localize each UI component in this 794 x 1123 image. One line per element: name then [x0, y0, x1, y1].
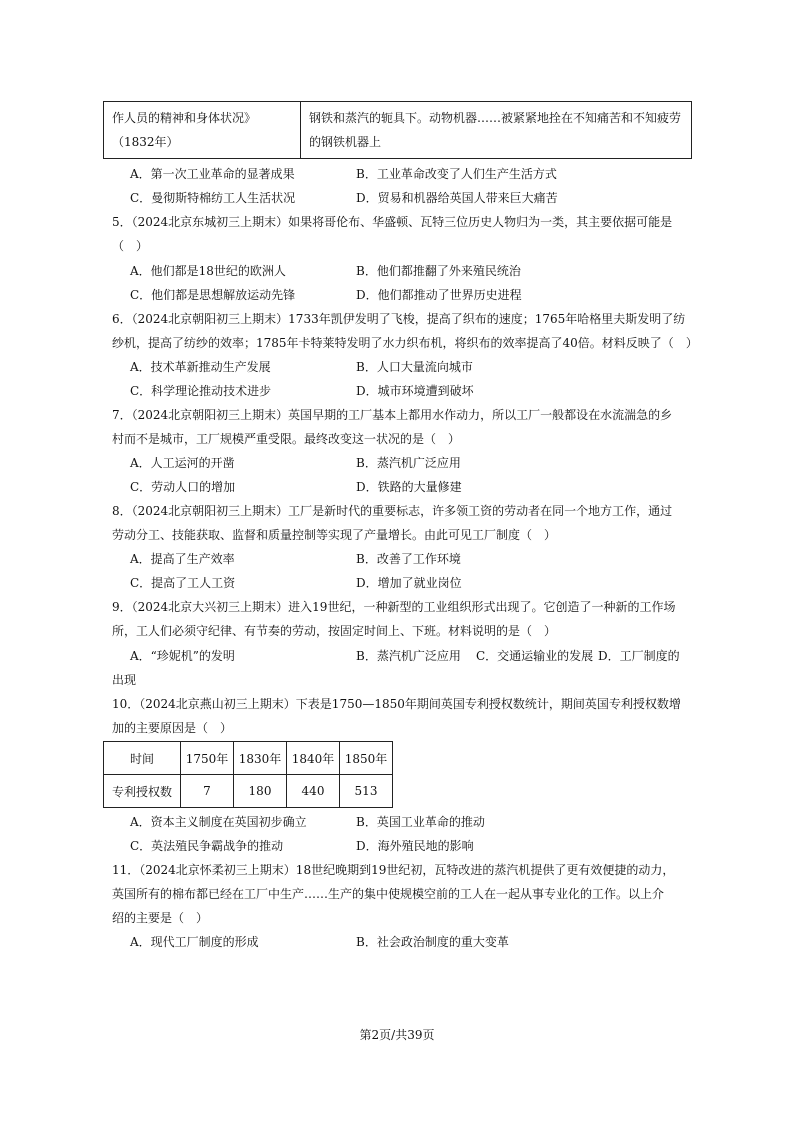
q10-option-a: A．资本主义制度在英国初步确立 [130, 815, 307, 829]
table-row [104, 775, 393, 808]
table-header-cell: 1840年 [287, 742, 340, 775]
q4-source-table [103, 101, 692, 159]
q8-option-c: C．提高了工人工资 [130, 576, 236, 590]
q5-option-a: A．他们都是18世纪的欧洲人 [130, 264, 286, 278]
q9-stem-line1: 9．（2024北京大兴初三上期末）进入19世纪，一种新型的工业组织形式出现了。它创造了一种新的工作场 [112, 600, 676, 614]
q10-patent-table [103, 741, 393, 808]
q7-stem-line1: 7．（2024北京朝阳初三上期末）英国早期的工厂基本上都用水作动力，所以工厂一般都设在水流湍急的乡 [112, 408, 673, 422]
table-row [104, 742, 393, 775]
q11-stem-line3: 绍的主要是（ ） [112, 911, 209, 925]
q6-stem-line1: 6．（2024北京朝阳初三上期末）1733年凯伊发明了飞梭，提高了织布的速度；1765年哈格里夫斯发明了纺 [112, 312, 686, 326]
q4-option-d: D．贸易和机器给英国人带来巨大痛苦 [356, 191, 558, 205]
q10-stem-line2: 加的主要原因是（ ） [112, 721, 233, 735]
q8-option-b: B．改善了工作环境 [356, 552, 461, 566]
table-cell: 180 [234, 775, 287, 808]
q4-table-cell-left: 作人员的精神和身体状况》（1832年） [104, 102, 301, 159]
q8-stem-line2: 劳动分工、技能获取、监督和质量控制等实现了产量增长。由此可见工厂制度（ ） [112, 528, 557, 542]
table-header-cell: 1830年 [234, 742, 287, 775]
q7-option-d: D．铁路的大量修建 [356, 480, 462, 494]
q9-stem-line2: 所，工人们必须守纪律、有节奏的劳动，按固定时间上、下班。材料说明的是（ ） [112, 624, 557, 638]
q10-option-d: D．海外殖民地的影响 [356, 839, 474, 853]
q6-option-c: C．科学理论推动技术进步 [130, 384, 272, 398]
q5-option-d: D．他们都推动了世界历史进程 [356, 288, 522, 302]
q8-option-d: D．增加了就业岗位 [356, 576, 462, 590]
page-footer: 第2页/共39页 [359, 1028, 435, 1042]
table-header-cell: 时间 [104, 742, 181, 775]
q6-option-d: D．城市环境遭到破坏 [356, 384, 474, 398]
q8-option-a: A．提高了生产效率 [130, 552, 235, 566]
q7-stem-line2: 村而不是城市，工厂规模严重受限。最终改变这一状况的是（ ） [112, 432, 461, 446]
table-cell: 513 [340, 775, 393, 808]
q6-stem-line2: 纱机，提高了纺纱的效率；1785年卡特莱特发明了水力织布机，将织布的效率提高了40倍。材料反映了（ ） [112, 336, 698, 350]
table-cell: 7 [181, 775, 234, 808]
q11-stem-line2: 英国所有的棉布都已经在工厂中生产……生产的集中使规模空前的工人在一起从事专业化的工作。以上介 [112, 887, 665, 901]
q7-option-a: A．人工运河的开凿 [130, 456, 235, 470]
q7-option-c: C．劳动人口的增加 [130, 480, 236, 494]
q4-table-cell-right: 钢铁和蒸汽的轭具下。动物机器……被紧紧地拴在不知痛苦和不知疲劳的钢铁机器上 [301, 102, 692, 159]
q7-option-b: B．蒸汽机广泛应用 [356, 456, 461, 470]
q5-option-b: B．他们都推翻了外来殖民统治 [356, 264, 521, 278]
q5-stem-line2: （ ） [112, 239, 149, 253]
q11-option-a: A．现代工厂制度的形成 [130, 935, 259, 949]
q5-stem-line1: 5．（2024北京东城初三上期末）如果将哥伦布、华盛顿、瓦特三位历史人物归为一类，其主要依据可能是 [112, 215, 673, 229]
q8-stem-line1: 8．（2024北京朝阳初三上期末）工厂是新时代的重要标志，许多领工资的劳动者在同一个地方工作，通过 [112, 504, 673, 518]
table-header-cell: 1850年 [340, 742, 393, 775]
q6-option-b: B．人口大量流向城市 [356, 360, 473, 374]
q5-option-c: C．他们都是思想解放运动先锋 [130, 288, 296, 302]
q9-option-d-continued: 出现 [112, 673, 137, 687]
q6-option-a: A．技术革新推动生产发展 [130, 360, 271, 374]
q9-option-b: B．蒸汽机广泛应用 [356, 649, 461, 663]
q9-option-a: A．“珍妮机”的发明 [130, 649, 235, 663]
table-row-label: 专利授权数 [104, 775, 181, 808]
q4-option-b: B．工业革命改变了人们生产生活方式 [356, 167, 557, 181]
q10-stem-line1: 10．（2024北京燕山初三上期末）下表是1750—1850年期间英国专利授权数统计，期间英国专利授权数增 [112, 697, 681, 711]
q11-stem-line1: 11．（2024北京怀柔初三上期末）18世纪晚期到19世纪初，瓦特改进的蒸汽机提供了更有效便捷的动力， [112, 863, 675, 877]
q10-option-c: C．英法殖民争霸战争的推动 [130, 839, 284, 853]
q10-option-b: B．英国工业革命的推动 [356, 815, 485, 829]
q9-option-c: C．交通运输业的发展 [476, 649, 594, 663]
table-header-cell: 1750年 [181, 742, 234, 775]
q9-option-d: D．工厂制度的 [598, 649, 680, 663]
table-cell: 440 [287, 775, 340, 808]
q4-option-c: C．曼彻斯特棉纺工人生活状况 [130, 191, 296, 205]
q4-option-a: A．第一次工业革命的显著成果 [130, 167, 295, 181]
q11-option-b: B．社会政治制度的重大变革 [356, 935, 509, 949]
